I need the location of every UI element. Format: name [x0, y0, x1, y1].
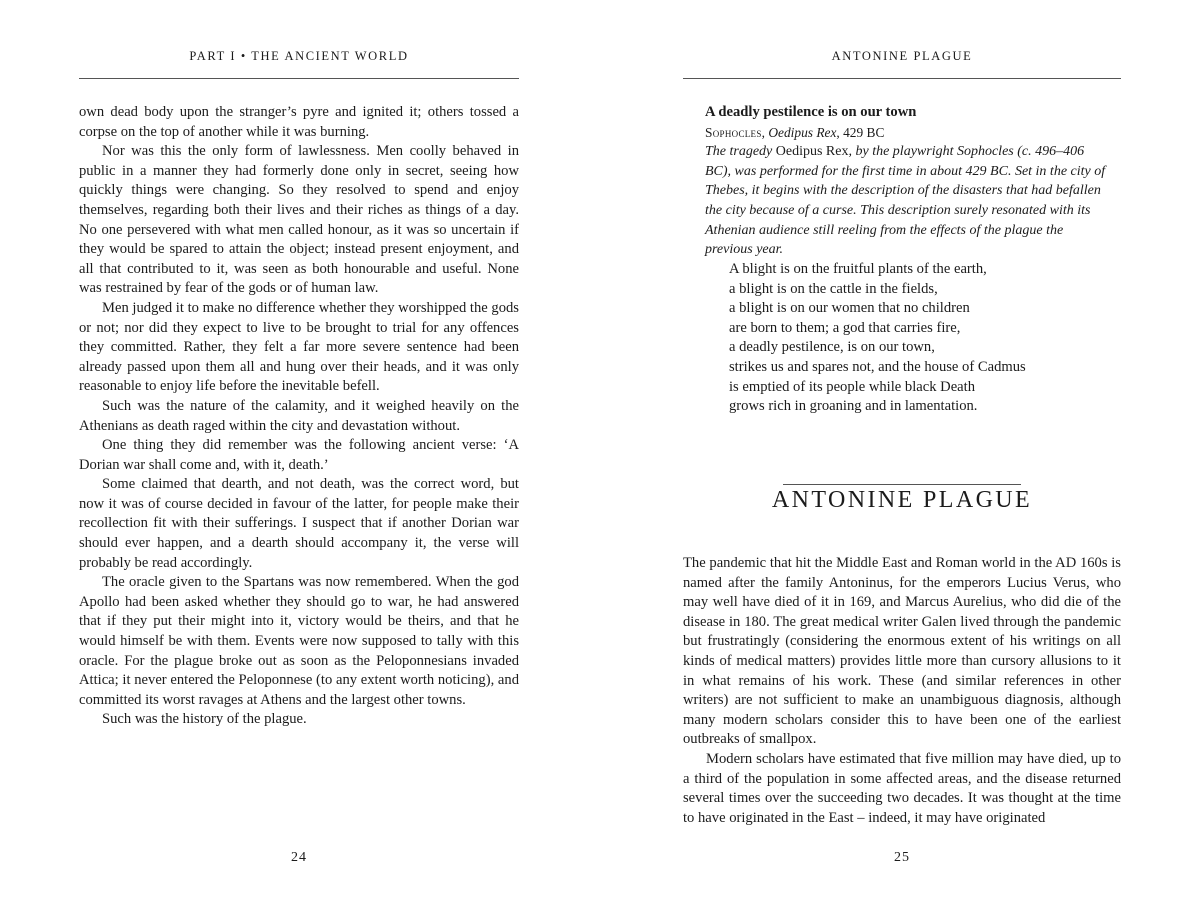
poem-line: a blight is on the cattle in the fields,	[729, 280, 938, 297]
poem-line: are born to them; a god that carries fire,	[729, 319, 961, 336]
epigraph-desc-part: , by the playwright Sophocles (c. 496–406 BC), was performed for the first time in about 429 BC. Set in the city of Thebes, it begins with the description of the disasters that had befallen the city because of a curse. This description surely resonated with its Athenian audience still reeling from the effects of the plague the previous year.	[705, 144, 1106, 258]
section-rule	[783, 484, 1021, 485]
page-number-left: 24	[291, 850, 307, 865]
paragraph: own dead body upon the stranger’s pyre and ignited it; others tossed a corpse on the top of another while it was burning.	[79, 104, 519, 140]
poem-line: a deadly pestilence, is on our town,	[729, 339, 935, 356]
poem-line: grows rich in groaning and in lamentation.	[729, 398, 978, 415]
paragraph: The oracle given to the Spartans was now remembered. When the god Apollo had been asked whether they should go to war, he had answered that if they put their might into it, victory would be theirs, and that he would himself be with them. Events were now supposed to tally with this oracle. For the plague broke out as soon as the Peloponnesians invaded Attica; it never entered the Peloponnese (to any extent worth noticing), and committed its worst ravages at Athens and the largest other towns.	[79, 574, 519, 708]
epigraph-work: Oedipus Rex	[768, 124, 837, 140]
epigraph-description	[705, 142, 1107, 260]
right-page	[683, 0, 1121, 918]
head-rule-right	[683, 78, 1121, 79]
paragraph: Men judged it to make no difference whether they worshipped the gods or not; nor did they expect to live to be brought to trial for any offences they committed. Rather, they felt a far more severe sentence had been already passed upon them all and hung over their heads, and it was only reasonable to enjoy life before the inevitable befell.	[79, 299, 519, 395]
paragraph: Some claimed that dearth, and not death, was the correct word, but now it was of course decided in favour of the latter, for people make their recollection fit with their sufferings. I suspect that if another Dorian war should ever happen, and a dearth should accompany it, the verse will probably be read accordingly.	[79, 476, 519, 571]
paragraph: Such was the history of the plague.	[102, 711, 307, 728]
poem-line: a blight is on our women that no children	[729, 300, 970, 317]
poem-line: is emptied of its people while black Death	[729, 378, 975, 395]
left-page	[79, 0, 519, 918]
running-head-right: ANTONINE PLAGUE	[831, 49, 973, 63]
epigraph-author: Sophocles	[705, 124, 762, 140]
page-number-right: 25	[894, 850, 910, 865]
epigraph-date: , 429 BC	[836, 124, 885, 140]
epigraph-source: Sophocles, Oedipus Rex, 429 BC	[705, 124, 885, 140]
epigraph-desc-title: Oedipus Rex	[775, 144, 849, 160]
right-body-text	[683, 554, 1121, 828]
poem-line: A blight is on the fruitful plants of the earth,	[729, 261, 987, 277]
poem-line: strikes us and spares not, and the house of Cadmus	[729, 358, 1026, 375]
left-body-text	[79, 103, 519, 730]
paragraph: Such was the nature of the calamity, and it weighed heavily on the Athenians as death raged within the city and devastation without.	[79, 397, 519, 434]
paragraph: One thing they did remember was the following ancient verse: ‘A Dorian war shall come and, with it, death.’	[79, 437, 519, 473]
paragraph: Nor was this the only form of lawlessness. Men coolly behaved in public in a manner they had formerly done only in secret, seeing how quickly things were changing. So they resolved to spend and enjoy themselves, regarding both their lives and their riches as things of a day. No one persevered with what men called honour, as it was so uncertain if they would be spared to attain the object; instead present enjoyment, and all that contributed to it, was seen as both honourable and useful. None was restrained by fear of the gods or of human law.	[79, 143, 519, 297]
epigraph-title: A deadly pestilence is on our town	[705, 104, 917, 120]
section-title: ANTONINE PLAGUE	[771, 487, 1033, 513]
running-head-left: PART I • THE ANCIENT WORLD	[189, 49, 409, 63]
epigraph	[705, 103, 1107, 260]
paragraph: The pandemic that hit the Middle East and Roman world in the AD 160s is named after the family Antoninus, for the emperors Lucius Verus, who may well have died of it in 169, and Marcus Aurelius, who did die of the disease in 180. The great medical writer Galen lived through the pandemic but frustratingly (considering the enormous extent of his writings on all kinds of medical matters) provides little more than cursory allusions to it in what remains of his work. These (and similar references in other writers) are not sufficient to make an unambiguous diagnosis, although many modern scholars consider this to have been one of the earliest outbreaks of smallpox.	[683, 555, 1121, 748]
poem	[729, 260, 1121, 417]
paragraph: Modern scholars have estimated that five million may have died, up to a third of the population in some affected areas, and the disease returned several times over the succeeding two decades. It was thought at the time to have originated in the East – indeed, it may have originated	[683, 750, 1121, 826]
head-rule-left	[79, 78, 519, 79]
epigraph-desc-part: The tragedy	[705, 144, 776, 160]
